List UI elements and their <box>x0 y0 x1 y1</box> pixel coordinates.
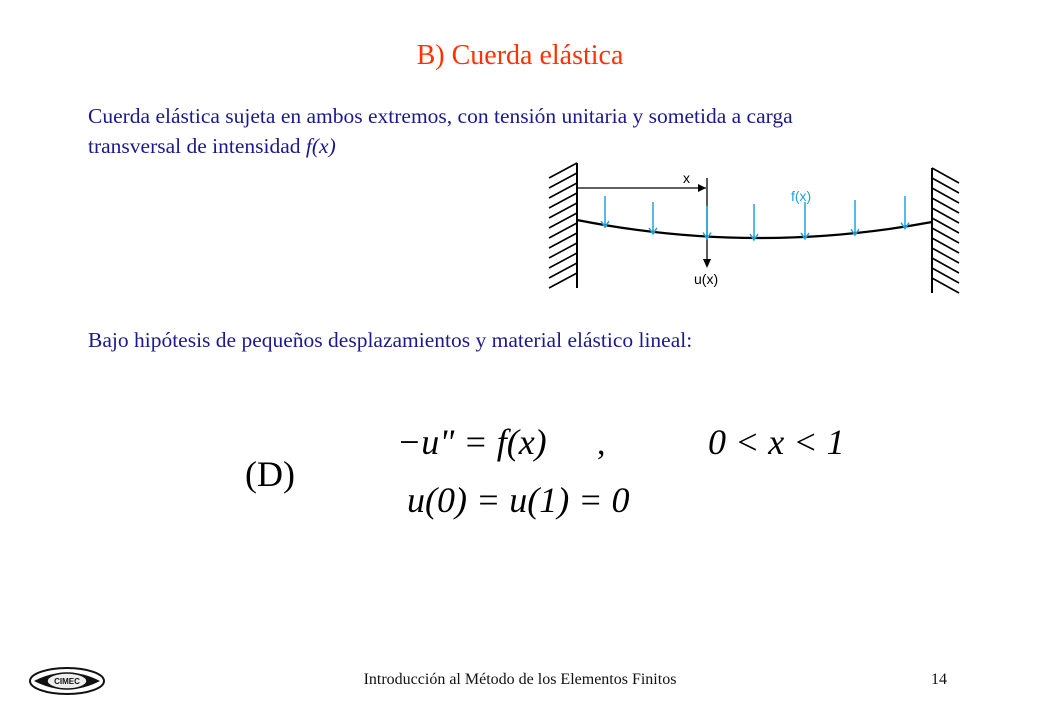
equation-line-1: −u" = f(x) <box>397 422 547 462</box>
hypothesis-text: Bajo hipótesis de pequeños desplazamientos y material elástico lineal: <box>88 328 693 352</box>
displacement-label: u(x) <box>694 271 719 287</box>
load-arrows <box>601 196 909 240</box>
intro-line-1: Cuerda elástica sujeta en ambos extremos, con tensión unitaria y sometida a carga <box>88 104 793 128</box>
slide-title: B) Cuerda elástica <box>416 40 624 71</box>
logo-text: CIMEC <box>54 677 80 686</box>
boundary-value-problem <box>235 420 855 530</box>
load-function-label: f(x) <box>305 134 336 158</box>
x-label: x <box>683 170 690 186</box>
equation-domain: 0 < x < 1 <box>708 422 845 462</box>
footer-title: Introducción al Método de los Elementos Finitos <box>363 671 677 688</box>
problem-label: (D) <box>245 454 295 494</box>
equation-separator: , <box>597 425 606 462</box>
load-label: f(x) <box>791 188 812 204</box>
left-wall-hatching <box>549 163 577 288</box>
page-number: 14 <box>931 671 947 688</box>
right-wall-hatching <box>932 168 959 293</box>
x-arrowhead <box>698 184 706 192</box>
displacement-arrowhead <box>703 259 711 268</box>
string-diagram <box>543 160 963 295</box>
intro-line-2: transversal de intensidad <box>88 134 301 158</box>
intro-paragraph <box>88 101 978 161</box>
equation-line-2: u(0) = u(1) = 0 <box>407 480 630 520</box>
